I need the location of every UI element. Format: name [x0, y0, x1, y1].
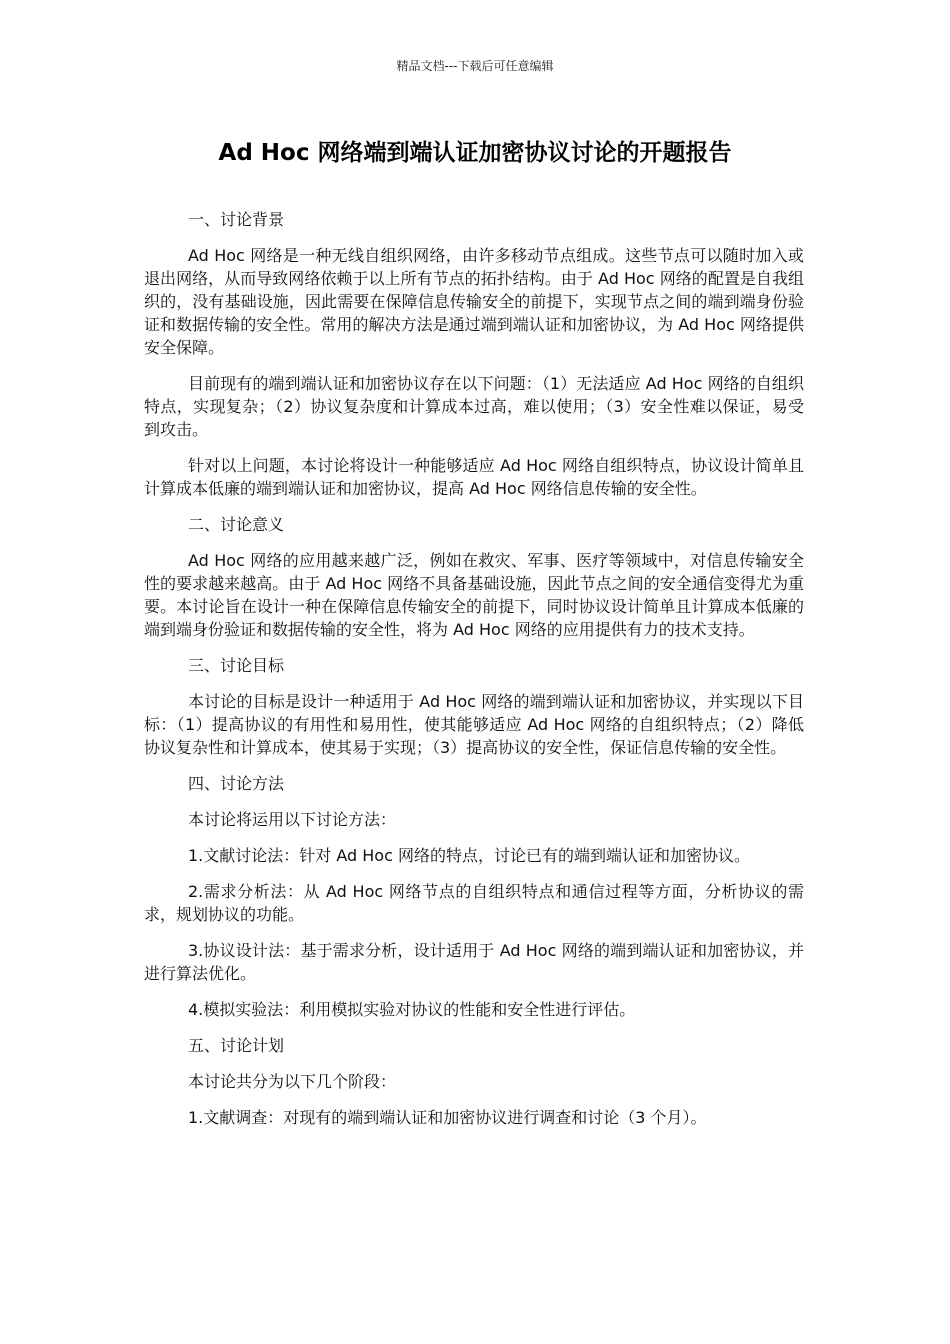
section-heading-plan: 五、讨论计划 — [188, 1036, 285, 1055]
section-heading-significance: 二、讨论意义 — [188, 515, 285, 534]
list-item-method-3: 3.协议设计法：基于需求分析，设计适用于 Ad Hoc 网络的端到端认证和加密协议，并进行算法优化。 — [144, 941, 804, 983]
list-item-method-4: 4.模拟实验法：利用模拟实验对协议的性能和安全性进行评估。 — [188, 1000, 636, 1019]
paragraph-significance: Ad Hoc 网络的应用越来越广泛，例如在救灾、军事、医疗等领域中，对信息传输安全性的要求越来越高。由于 Ad Hoc 网络不具备基础设施，因此节点之间的安全通信变得尤为重要。本讨论旨在设计一种在保障信息传输安全的前提下，同时协议设计简单且计算成本低廉的端到端身份验证和数据传输的安全性，将为 Ad Hoc 网络的应用提供有力的技术支持。 — [144, 551, 804, 639]
section-heading-goals: 三、讨论目标 — [188, 656, 285, 675]
document-body — [144, 208, 804, 1142]
list-item-method-2: 2.需求分析法：从 Ad Hoc 网络节点的自组织特点和通信过程等方面，分析协议的需求，规划协议的功能。 — [144, 882, 804, 924]
paragraph-background-2: 目前现有的端到端认证和加密协议存在以下问题：（1）无法适应 Ad Hoc 网络的自组织特点，实现复杂；（2）协议复杂度和计算成本过高，难以使用；（3）安全性难以保证，易受到攻击。 — [144, 374, 804, 439]
section-heading-methods: 四、讨论方法 — [188, 774, 285, 793]
document-title: Ad Hoc 网络端到端认证加密协议讨论的开题报告 — [218, 140, 732, 166]
paragraph-background-1: Ad Hoc 网络是一种无线自组织网络，由许多移动节点组成。这些节点可以随时加入或退出网络，从而导致网络依赖于以上所有节点的拓扑结构。由于 Ad Hoc 网络的配置是自我组织的，没有基础设施，因此需要在保障信息传输安全的前提下，实现节点之间的端到端身份验证和数据传输的安全性。常用的解决方法是通过端到端认证和加密协议，为 Ad Hoc 网络提供安全保障。 — [144, 246, 804, 357]
paragraph-plan-intro: 本讨论共分为以下几个阶段： — [188, 1072, 397, 1091]
section-heading-background: 一、讨论背景 — [188, 210, 285, 229]
page-header-note: 精品文档---下载后可任意编辑 — [396, 59, 554, 73]
paragraph-goals: 本讨论的目标是设计一种适用于 Ad Hoc 网络的端到端认证和加密协议，并实现以下目标：（1）提高协议的有用性和易用性，使其能够适应 Ad Hoc 网络的自组织特点；（2）降低协议复杂性和计算成本，使其易于实现；（3）提高协议的安全性，保证信息传输的安全性。 — [144, 692, 804, 757]
list-item-plan-1: 1.文献调查：对现有的端到端认证和加密协议进行调查和讨论（3 个月）。 — [188, 1108, 707, 1127]
paragraph-background-3: 针对以上问题，本讨论将设计一种能够适应 Ad Hoc 网络自组织特点，协议设计简单且计算成本低廉的端到端认证和加密协议，提高 Ad Hoc 网络信息传输的安全性。 — [144, 456, 804, 498]
paragraph-methods-intro: 本讨论将运用以下讨论方法： — [188, 810, 397, 829]
list-item-method-1: 1.文献讨论法：针对 Ad Hoc 网络的特点，讨论已有的端到端认证和加密协议。 — [188, 846, 750, 865]
